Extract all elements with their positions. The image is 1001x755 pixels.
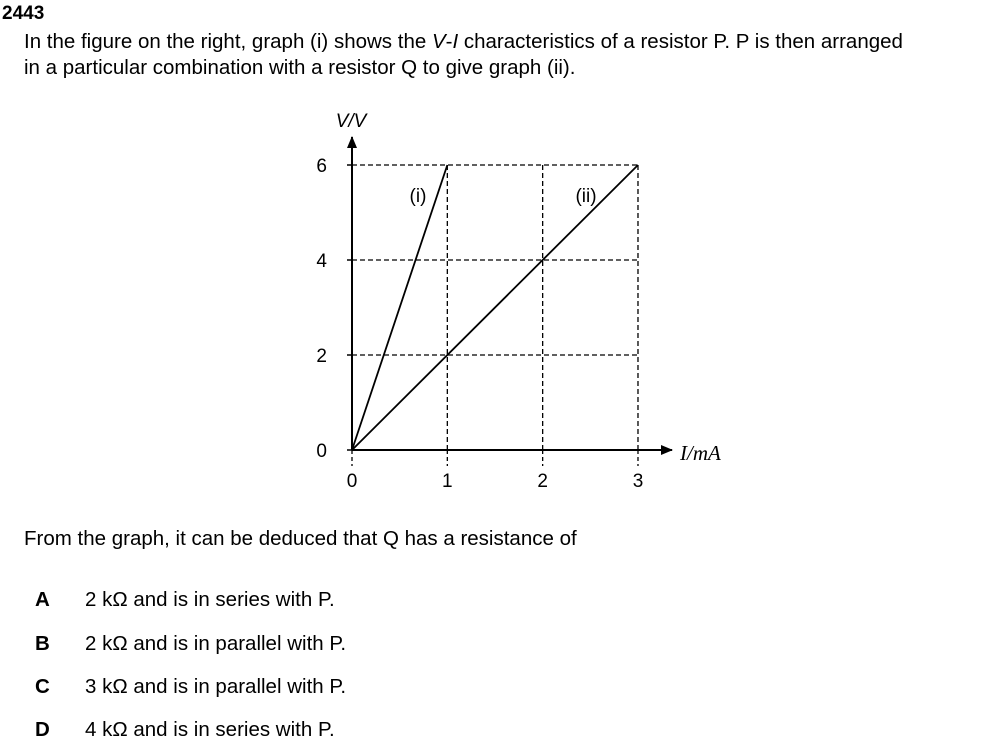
question-prompt: From the graph, it can be deduced that Q has a resistance of xyxy=(24,527,577,550)
option-c[interactable] xyxy=(35,675,346,699)
series-lines xyxy=(352,165,638,450)
option-b[interactable] xyxy=(35,632,346,656)
option-letter: D xyxy=(35,718,50,741)
option-text: 4 kΩ and is in series with P. xyxy=(85,718,335,741)
grid-lines xyxy=(352,165,638,466)
option-text: 2 kΩ and is in series with P. xyxy=(85,588,335,611)
series-line-1 xyxy=(352,165,447,450)
option-d[interactable] xyxy=(35,718,335,742)
x-axis-label: I/mA xyxy=(680,441,721,465)
series-label-1: (i) xyxy=(409,186,427,207)
x-tick-label: 3 xyxy=(632,471,644,492)
option-letter: C xyxy=(35,675,50,698)
stem-current-symbol: I xyxy=(452,30,459,53)
y-tick-label: 2 xyxy=(316,346,327,367)
stem-text-post: characteristics of a resistor P. P is then arranged xyxy=(458,30,903,53)
y-tick-label: 0 xyxy=(316,441,327,462)
x-tick-label: 0 xyxy=(346,471,358,492)
stem-dash: - xyxy=(445,30,453,53)
y-tick-label: 6 xyxy=(316,156,327,177)
option-text: 2 kΩ and is in parallel with P. xyxy=(85,632,347,655)
y-tick-label: 4 xyxy=(316,251,327,272)
series-line-2 xyxy=(352,165,638,450)
stem-voltage-symbol: V xyxy=(431,30,446,53)
series-label-2: (ii) xyxy=(575,186,597,207)
stem-line-2: in a particular combination with a resistor Q to give graph (ii). xyxy=(24,56,576,79)
stem-text-pre: In the figure on the right, graph (i) shows the xyxy=(24,30,432,53)
option-letter: B xyxy=(35,632,50,655)
question-number: 2443 xyxy=(2,3,45,24)
option-text: 3 kΩ and is in parallel with P. xyxy=(85,675,347,698)
x-tick-label: 1 xyxy=(442,471,453,492)
y-axis-label: V/V xyxy=(335,111,367,132)
x-tick-label: 2 xyxy=(537,471,548,492)
option-a[interactable] xyxy=(35,588,335,612)
option-letter: A xyxy=(35,588,50,611)
